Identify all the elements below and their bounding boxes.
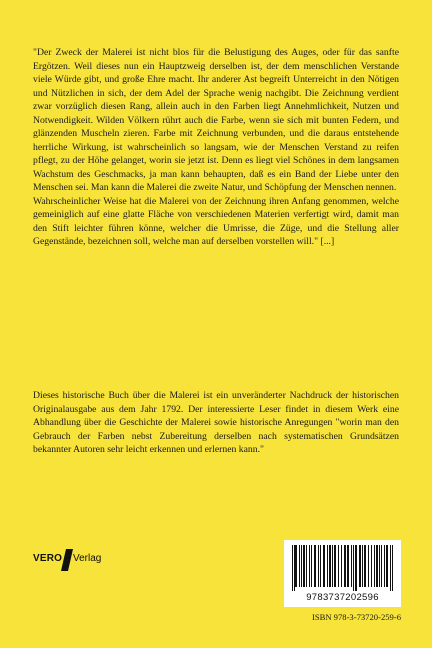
- barcode-bar: [353, 545, 354, 591]
- barcode-bar: [314, 545, 316, 587]
- barcode-bar: [355, 545, 357, 591]
- quote-paragraph: Wahrscheinlicher Weise hat die Malerei von der Zeichnung ihren Anfang genommen, welche gemeiniglich auf eine glatte Fläche von verschiedenen Materien verfertigt wird, damit man den Stift leichter führen könne, welcher die Umrisse, die Züge, und die Stellung aller Gegenstände, bezeichnen soll, welche man auf derselben vorstellen will." [...]: [33, 195, 399, 247]
- barcode-bar: [332, 545, 333, 587]
- barcode-bar: [341, 545, 342, 587]
- barcode-number: 9783737202596: [306, 592, 379, 603]
- barcode-bar: [301, 545, 302, 587]
- isbn-label: ISBN 978-3-73720-259-6: [311, 612, 401, 622]
- barcode-bar: [368, 545, 369, 587]
- publisher-name-verlag: Verlag: [73, 553, 102, 564]
- barcode-bar: [292, 545, 293, 591]
- barcode-bar: [323, 545, 325, 587]
- barcode-bar: [381, 545, 382, 587]
- barcode-bar: [320, 545, 321, 587]
- barcode-bar: [362, 545, 363, 587]
- barcode-bar: [390, 545, 391, 591]
- barcode: [284, 540, 401, 607]
- barcode-bar: [311, 545, 312, 587]
- barcode-bar: [334, 545, 336, 587]
- barcode-bar: [338, 545, 339, 587]
- publisher-name-vero: VERO: [33, 553, 63, 564]
- barcode-bar: [295, 545, 297, 587]
- barcode-bar: [306, 545, 307, 587]
- barcode-bar: [392, 545, 393, 591]
- barcode-bar: [351, 545, 352, 587]
- book-description: [33, 389, 399, 457]
- barcode-bar: [299, 545, 300, 587]
- barcode-bar: [344, 545, 346, 587]
- barcode-bar: [294, 545, 295, 591]
- quote-paragraph: "Der Zweck der Malerei ist nicht blos für die Belustigung des Auges, oder für das sanfte Ergötzen. Weil dieses nun ein Hauptzweig derselben ist, der dem menschlichen Verstande viele Würde gibt, und große Ehre macht. Ihr anderer Ast begreift Unterreicht in den Nötigen und Nützlichen in sich, der dem Adel der Sprache wenig nachgibt. Die Zeichnung verdient zwar vorzüglich diesen Rang, allein auch in den Farben liegt Annehmlichkeit, Nutzen und Notwendigkeit. Wilden Völkern rührt auch die Farbe, wenn sie sich mit bunten Federn, und glänzenden Muscheln zieren. Farbe mit Zeichnung verbunden, und die daraus entstehende herrliche Wirkung, ist wahrscheinlich so langsam, wie der Menschen Verstand zu reifen pflegt, zu der Höhe gelanget, worin sie jetzt ist. Denn es liegt viel Schönes in dem langsamen Wachstum des Geschmacks, ja man kann behaupten, daß es ein Band der Liebe unter den Menschen sei. Man kann die Malerei die zweite Natur, und Schöpfung der Menschen nennen.: [33, 47, 399, 193]
- barcode-bar: [309, 545, 310, 587]
- barcode-bar: [371, 545, 372, 587]
- barcode-bar: [303, 545, 305, 587]
- barcode-bar: [327, 545, 328, 587]
- barcode-bar: [384, 545, 385, 587]
- barcode-bar: [359, 545, 361, 587]
- barcode-bar: [329, 545, 331, 587]
- barcode-bar: [347, 545, 349, 587]
- barcode-bar: [318, 545, 319, 587]
- barcode-bars-icon: [290, 545, 395, 591]
- barcode-bar: [386, 545, 388, 587]
- description-paragraph: Dieses historische Buch über die Malerei ist ein unveränderter Nachdruck der historischen Originalausgabe aus dem Jahr 1792. Der interessierte Leser findet in diesem Werk eine Abhandlung über die Geschichte der Malerei sowie historische Anregungen "worin man den Gebrauch der Farben nebst Zubereitung derselben nach systematischen Grundsätzen bekannter Autoren sehr leicht erkennen und erlernen kann.": [33, 390, 399, 455]
- publisher-logo: [33, 549, 123, 569]
- barcode-bar: [374, 545, 375, 587]
- barcode-bar: [364, 545, 366, 587]
- slash-mark-icon: [61, 549, 73, 571]
- barcode-bar: [379, 545, 380, 587]
- barcode-bar: [376, 545, 378, 587]
- quote-block: [33, 46, 399, 249]
